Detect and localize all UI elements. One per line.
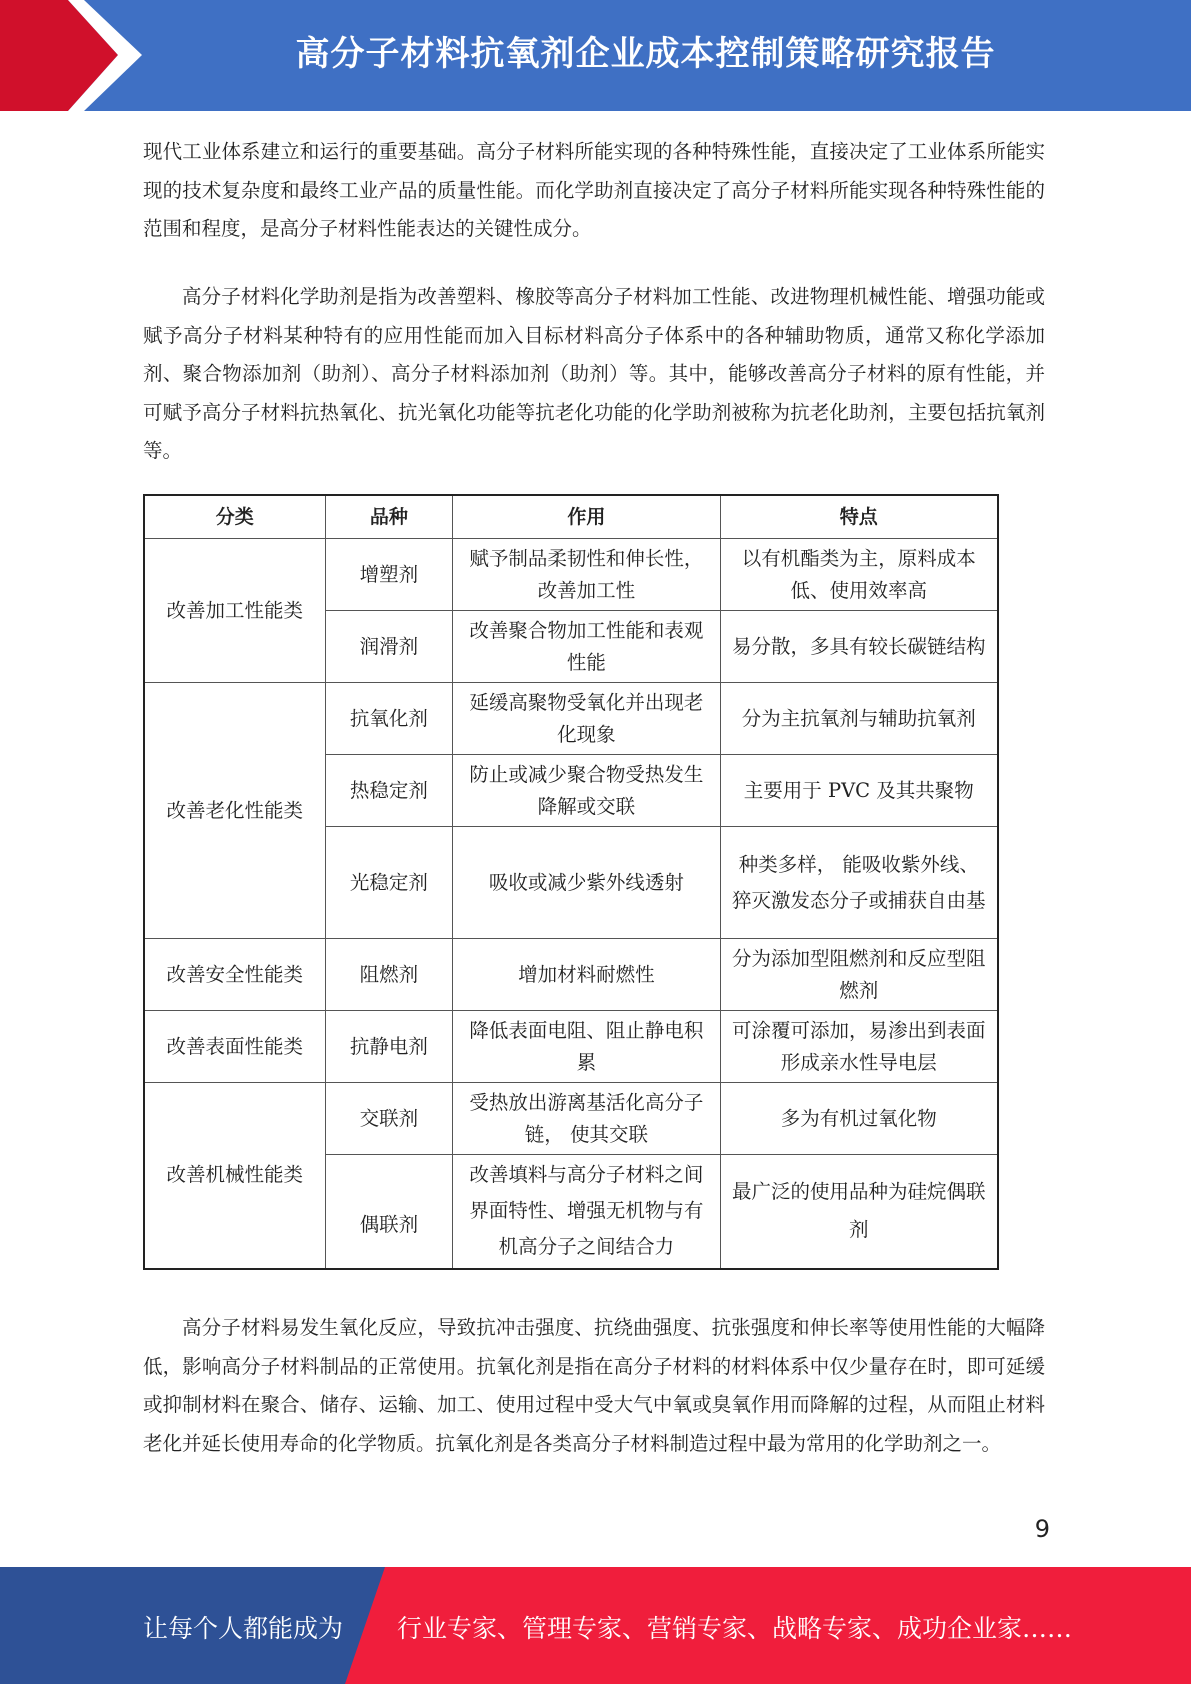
feature-cell: 最广泛的使用品种为硅烷偶联剂 xyxy=(720,1155,998,1269)
table-row xyxy=(144,683,998,755)
variety-cell: 增塑剂 xyxy=(325,539,453,611)
category-cell: 改善安全性能类 xyxy=(144,939,325,1011)
feature-cell: 主要用于 PVC 及其共聚物 xyxy=(720,755,998,827)
page-footer xyxy=(0,1567,1191,1684)
page-number: 9 xyxy=(1034,1515,1050,1543)
category-cell: 改善老化性能类 xyxy=(144,683,325,939)
effect-cell: 吸收或减少紫外线透射 xyxy=(453,827,720,939)
variety-cell: 润滑剂 xyxy=(325,611,453,683)
header-arrow-decoration xyxy=(0,0,150,111)
variety-cell: 热稳定剂 xyxy=(325,755,453,827)
feature-cell: 种类多样， 能吸收紫外线、猝灭激发态分子或捕获自由基 xyxy=(720,827,998,939)
table-header-row xyxy=(144,495,998,539)
paragraph-antioxidant: 高分子材料易发生氧化反应，导致抗冲击强度、抗绕曲强度、抗张强度和伸长率等使用性能的大幅降低，影响高分子材料制品的正常使用。抗氧化剂是指在高分子材料的材料体系中仅少量存在时，即可延缓或抑制材料在聚合、储存、运输、加工、使用过程中受大气中氧或臭氧作用而降解的过程，从而阻止材料老化并延长使用寿命的化学物质。抗氧化剂是各类高分子材料制造过程中最为常用的化学助剂之一。 xyxy=(143,1316,1045,1455)
variety-cell: 阻燃剂 xyxy=(325,939,453,1011)
feature-cell: 多为有机过氧化物 xyxy=(720,1083,998,1155)
effect-cell: 延缓高聚物受氧化并出现老化现象 xyxy=(453,683,720,755)
category-cell: 改善表面性能类 xyxy=(144,1011,325,1083)
column-header-category: 分类 xyxy=(144,495,325,539)
footer-slogan-right: 行业专家、管理专家、营销专家、战略专家、成功企业家…… xyxy=(397,1614,1073,1643)
table-row xyxy=(144,1083,998,1155)
feature-cell: 分为主抗氧剂与辅助抗氧剂 xyxy=(720,683,998,755)
effect-cell: 改善聚合物加工性能和表观性能 xyxy=(453,611,720,683)
feature-cell: 以有机酯类为主，原料成本低、使用效率高 xyxy=(720,539,998,611)
category-cell: 改善加工性能类 xyxy=(144,539,325,683)
table-row xyxy=(144,1011,998,1083)
column-header-variety: 品种 xyxy=(325,495,453,539)
effect-cell: 增加材料耐燃性 xyxy=(453,939,720,1011)
table-row xyxy=(144,939,998,1011)
effect-cell: 降低表面电阻、阻止静电积累 xyxy=(453,1011,720,1083)
variety-cell: 交联剂 xyxy=(325,1083,453,1155)
variety-cell: 抗氧化剂 xyxy=(325,683,453,755)
footer-slogan-left: 让每个人都能成为 xyxy=(143,1614,344,1643)
variety-cell: 偶联剂 xyxy=(325,1155,453,1269)
category-cell: 改善机械性能类 xyxy=(144,1083,325,1269)
additive-classification-table xyxy=(143,494,999,1270)
column-header-effect: 作用 xyxy=(453,495,720,539)
effect-cell: 防止或减少聚合物受热发生降解或交联 xyxy=(453,755,720,827)
paragraph-intro: 现代工业体系建立和运行的重要基础。高分子材料所能实现的各种特殊性能，直接决定了工业体系所能实现的技术复杂度和最终工业产品的质量性能。而化学助剂直接决定了高分子材料所能实现各种特殊性能的范围和程度，是高分子材料性能表达的关键性成分。 xyxy=(143,140,1045,240)
column-header-feature: 特点 xyxy=(720,495,998,539)
variety-cell: 光稳定剂 xyxy=(325,827,453,939)
page-header xyxy=(0,0,1191,111)
report-title: 高分子材料抗氧剂企业成本控制策略研究报告 xyxy=(295,34,996,74)
effect-cell: 赋予制品柔韧性和伸长性，改善加工性 xyxy=(453,539,720,611)
feature-cell: 可涂覆可添加，易渗出到表面形成亲水性导电层 xyxy=(720,1011,998,1083)
variety-cell: 抗静电剂 xyxy=(325,1011,453,1083)
table-row xyxy=(144,539,998,611)
effect-cell: 改善填料与高分子材料之间界面特性、增强无机物与有机高分子之间结合力 xyxy=(453,1155,720,1269)
feature-cell: 分为添加型阻燃剂和反应型阻燃剂 xyxy=(720,939,998,1011)
paragraph-definition: 高分子材料化学助剂是指为改善塑料、橡胶等高分子材料加工性能、改进物理机械性能、增强功能或赋予高分子材料某种特有的应用性能而加入目标材料高分子体系中的各种辅助物质，通常又称化学添加剂、聚合物添加剂（助剂）、高分子材料添加剂（助剂）等。其中，能够改善高分子材料的原有性能，并可赋予高分子材料抗热氧化、抗光氧化功能等抗老化功能的化学助剂被称为抗老化助剂，主要包括抗氧剂等。 xyxy=(143,285,1045,462)
effect-cell: 受热放出游离基活化高分子链， 使其交联 xyxy=(453,1083,720,1155)
feature-cell: 易分散，多具有较长碳链结构 xyxy=(720,611,998,683)
